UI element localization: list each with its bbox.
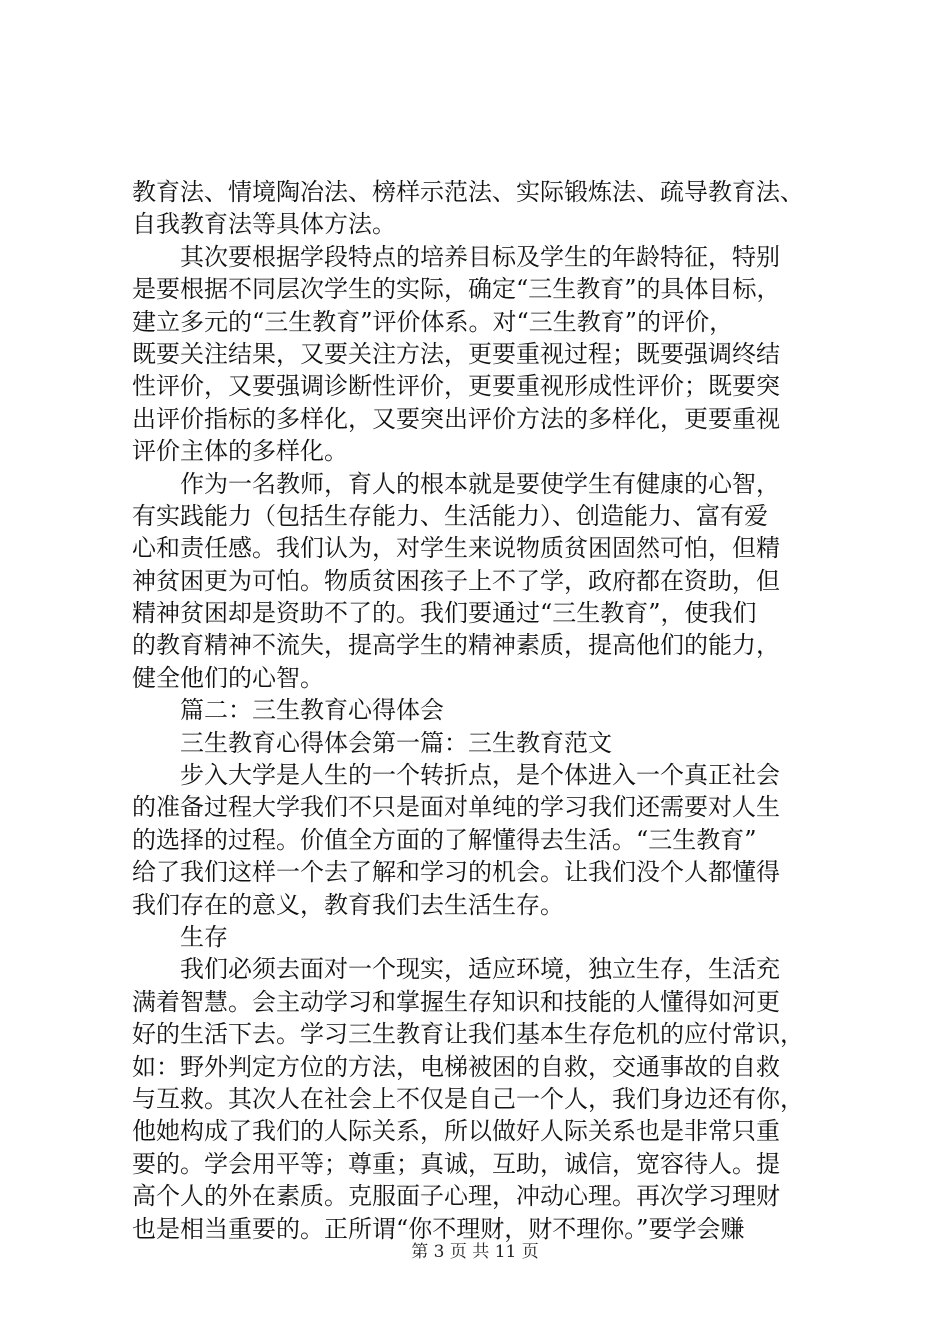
text-line: 步入大学是人生的一个转折点，是个体进入一个真正社会 [132,761,780,790]
section-subheading: 三生教育心得体会第一篇：三生教育范文 [132,728,612,757]
text-line: 自我教育法等具体方法。 [132,210,396,239]
text-line: 我们存在的意义，教育我们去生活生存。 [132,890,564,919]
text-line: 的选择的过程。价值全方面的了解懂得去生活。“三生教育” [132,825,757,854]
text-line: 也是相当重要的。正所谓“你不理财，财不理你。”要学会赚 [132,1214,745,1243]
text-line: 心和责任感。我们认为，对学生来说物质贫困固然可怕，但精 [132,534,780,563]
text-line: 的准备过程大学我们不只是面对单纯的学习我们还需要对人生 [132,793,780,822]
text-line: 高个人的外在素质。克服面子心理，冲动心理。再次学习理财 [132,1182,780,1211]
page-number-footer: 第 3 页 共 11 页 [411,1242,539,1262]
section-heading: 篇二：三生教育心得体会 [132,696,444,725]
text-line: 与互救。其次人在社会上不仅是自己一个人，我们身边还有你， [132,1084,804,1113]
text-line: 神贫困更为可怕。物质贫困孩子上不了学，政府都在资助，但 [132,566,780,595]
text-line: 精神贫困却是资助不了的。我们要通过“三生教育”，使我们 [132,599,757,628]
text-line: 他她构成了我们的人际关系，所以做好人际关系也是非常只重 [132,1117,780,1146]
section-heading: 生存 [132,922,228,951]
text-line: 要的。学会用平等；尊重；真诚，互助，诚信，宽容待人。提 [132,1149,780,1178]
text-line: 其次要根据学段特点的培养目标及学生的年龄特征，特别 [132,242,780,271]
text-line: 健全他们的心智。 [132,663,324,692]
text-line: 教育法、情境陶冶法、榜样示范法、实际锻炼法、疏导教育法、 [132,178,804,206]
text-line: 既要关注结果，又要关注方法，更要重视过程；既要强调终结 [132,339,780,368]
text-line: 的教育精神不流失，提高学生的精神素质，提高他们的能力， [132,631,780,660]
text-line: 给了我们这样一个去了解和学习的机会。让我们没个人都懂得 [132,858,780,887]
text-line: 作为一名教师，育人的根本就是要使学生有健康的心智， [132,469,780,498]
text-line: 满着智慧。会主动学习和掌握生存知识和技能的人懂得如河更 [132,987,780,1016]
text-line: 如：野外判定方位的方法，电梯被困的自救，交通事故的自救 [132,1052,780,1081]
text-line: 性评价，又要强调诊断性评价，更要重视形成性评价；既要突 [132,372,780,401]
text-line: 我们必须去面对一个现实，适应环境，独立生存，生活充 [132,955,780,984]
text-line: 出评价指标的多样化，又要突出评价方法的多样化，更要重视 [132,404,780,433]
text-line: 评价主体的多样化。 [132,437,348,466]
body-text [132,176,822,1245]
text-line: 有实践能力（包括生存能力、生活能力）、创造能力、富有爱 [132,501,768,530]
text-line: 是要根据不同层次学生的实际，确定“三生教育”的具体目标， [132,275,781,304]
text-line: 建立多元的“三生教育”评价体系。对“三生教育”的评价， [132,307,734,336]
text-line: 好的生活下去。学习三生教育让我们基本生存危机的应付常识， [132,1020,804,1049]
